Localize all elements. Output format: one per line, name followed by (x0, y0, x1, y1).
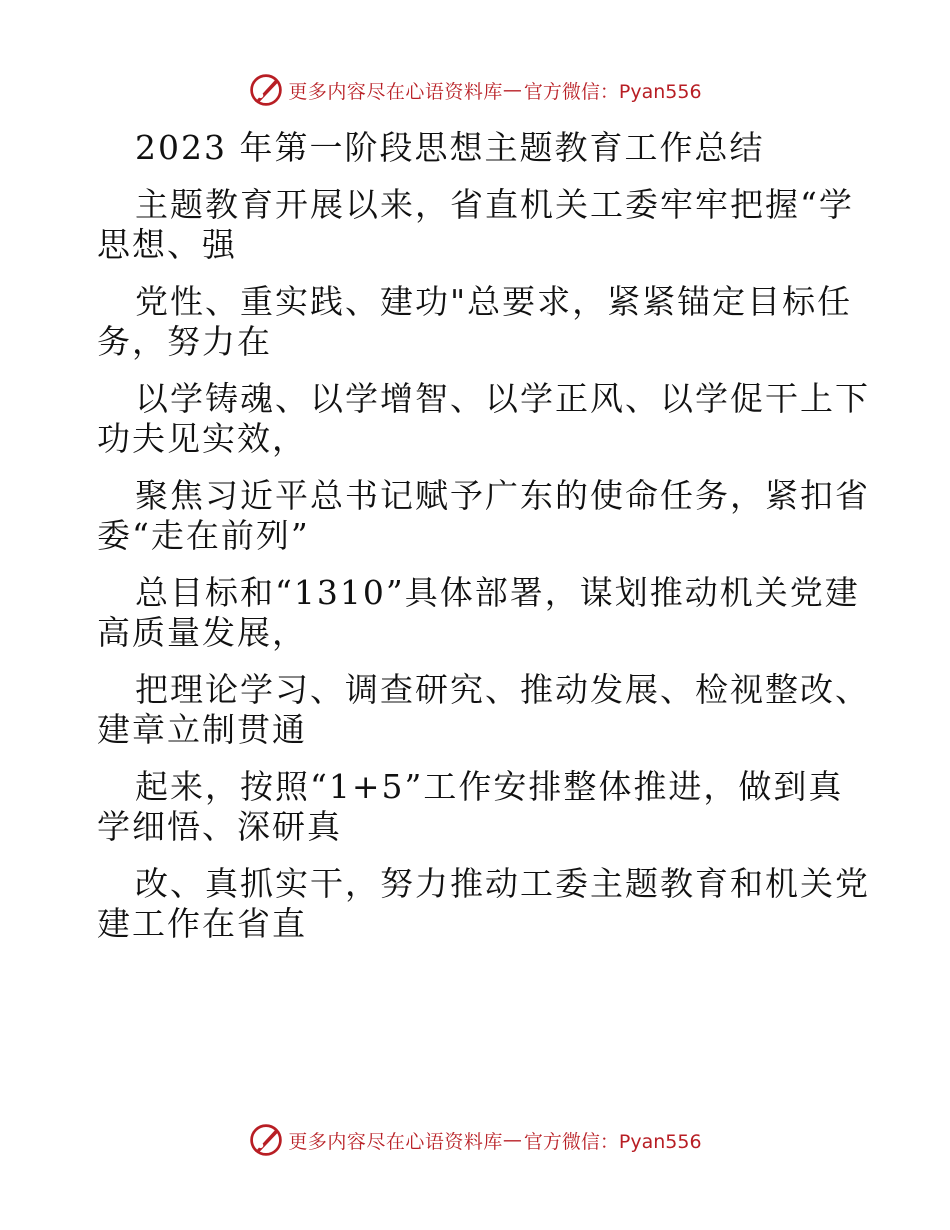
quill-logo-icon (248, 1122, 284, 1158)
footer-banner (0, 1120, 950, 1160)
quill-logo-icon (248, 72, 284, 108)
header-banner (0, 70, 950, 110)
paragraph-line: 学细悟、深研真 (97, 807, 342, 846)
banner-wechat: 官方微信：Pyan556 (523, 1130, 702, 1153)
paragraph-line: 功夫见实效， (97, 419, 307, 458)
paragraph (97, 379, 870, 459)
paragraph-line: 起来，按照“1+5”工作安排整体推进，做到真 (135, 767, 844, 806)
banner-dash: — (502, 79, 522, 101)
paragraph-line: 党性、重实践、建功"总要求，紧紧锚定目标任 (135, 282, 853, 321)
paragraph (97, 670, 870, 750)
paragraph-line: 改、真抓实干，努力推动工委主题教育和机关党 (135, 864, 870, 903)
banner-wechat: 官方微信：Pyan556 (523, 80, 702, 103)
banner-dash: — (502, 1129, 522, 1151)
paragraph-line: 把理论学习、调查研究、推动发展、检视整改、 (135, 670, 870, 709)
paragraph-line: 总目标和“1310”具体部署，谋划推动机关党建 (135, 573, 860, 612)
banner-text: 更多内容尽在心语资料库 (288, 80, 503, 103)
paragraph-line: 建章立制贯通 (97, 710, 307, 749)
paragraph-line: 主题教育开展以来，省直机关工委牢牢把握“学 (135, 185, 854, 224)
paragraph (97, 767, 857, 847)
paragraph-line: 建工作在省直 (97, 904, 307, 943)
paragraph (97, 282, 857, 362)
paragraph-line: 务，努力在 (97, 322, 272, 361)
document-body (97, 128, 870, 944)
paragraph-line: 以学铸魂、以学增智、以学正风、以学促干上下 (135, 379, 870, 418)
paragraph (97, 476, 870, 556)
paragraph (97, 185, 857, 265)
paragraph-line: 思想、强 (97, 225, 237, 264)
paragraph (97, 864, 870, 944)
paragraph-line: 委“走在前列” (97, 516, 310, 555)
banner-text: 更多内容尽在心语资料库 (288, 1130, 503, 1153)
paragraph (97, 573, 860, 653)
paragraph-line: 高质量发展， (97, 613, 307, 652)
paragraph-line: 聚焦习近平总书记赋予广东的使命任务，紧扣省 (135, 476, 870, 515)
document-title: 2023 年第一阶段思想主题教育工作总结 (135, 128, 765, 167)
